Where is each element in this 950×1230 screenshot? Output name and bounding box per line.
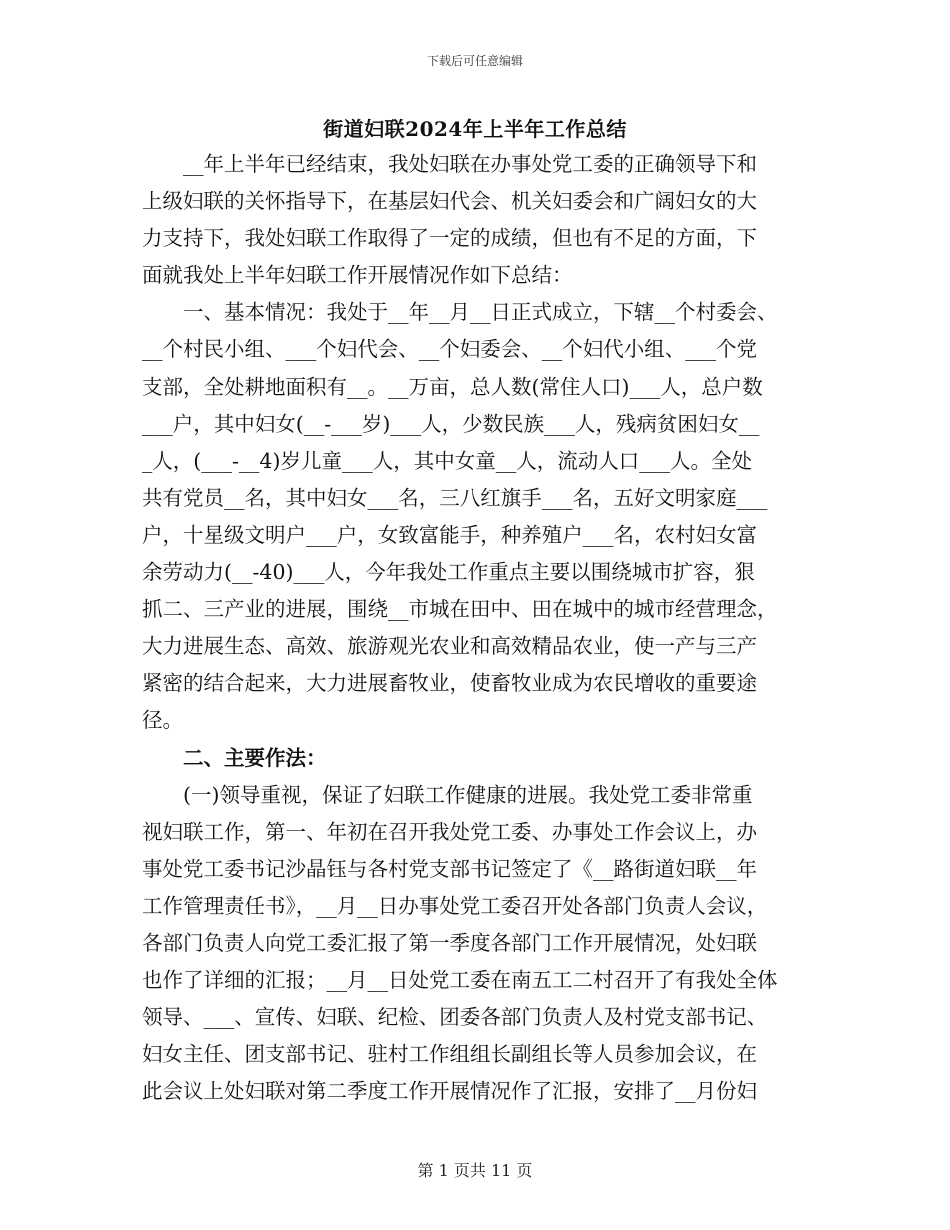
body-text-line: 工作管理责任书》，__月__日办事处党工委召开处各部门负责人会议， xyxy=(142,893,768,918)
body-text-line: 面就我处上半年妇联工作开展情况作如下总结： xyxy=(142,263,573,288)
body-text-line: 领导、___、宣传、妇联、纪检、团委各部门负责人及村党支部书记、 xyxy=(142,1005,768,1030)
body-text-line: 余劳动力(__-40)___人，今年我处工作重点主要以围绕城市扩容，狠 xyxy=(142,560,755,585)
body-text-line: 妇女主任、团支部书记、驻村工作组组长副组长等人员参加会议，在 xyxy=(142,1042,757,1067)
body-text-line: ___户，其中妇女(__-___岁)___人，少数民族___人，残病贫困妇女__ xyxy=(142,411,760,436)
body-text-line: 各部门负责人向党工委汇报了第一季度各部门工作开展情况，处妇联 xyxy=(142,930,757,955)
body-text-line: 支部，全处耕地面积有__。__万亩，总人数(常住人口)___人，总户数 xyxy=(142,374,763,399)
body-text-line: 力支持下，我处妇联工作取得了一定的成绩，但也有不足的方面，下 xyxy=(142,226,757,251)
body-text-line: 上级妇联的关怀指导下，在基层妇代会、机关妇委会和广阔妇女的大 xyxy=(142,189,757,214)
document-title: 街道妇联2024年上半年工作总结 xyxy=(323,117,627,141)
page-footer: 第 1 页共 11 页 xyxy=(417,1161,533,1180)
body-text-line: 一、基本情况：我处于__年__月__日正式成立，下辖__个村委会、 xyxy=(142,300,778,325)
header-note: 下载后可任意编辑 xyxy=(426,54,523,68)
body-text-line: 共有党员__名，其中妇女___名，三八红旗手___名，五好文明家庭___ xyxy=(142,485,768,510)
body-text-line: 径。 xyxy=(142,708,183,733)
body-text-line: 也作了详细的汇报；__月__日处党工委在南五工二村召开了有我处全体 xyxy=(142,968,778,993)
body-text-line: 抓二、三产业的进展，围绕__市城在田中、田在城中的城市经营理念， xyxy=(142,597,778,622)
body-text-line: 视妇联工作，第一、年初在召开我处党工委、办事处工作会议上，办 xyxy=(142,819,757,844)
body-text-line: __年上半年已经结束，我处妇联在办事处党工委的正确领导下和 xyxy=(142,152,757,176)
body-text-line: (一)领导重视，保证了妇联工作健康的进展。我处党工委非常重 xyxy=(142,782,753,807)
body-text-line: _人，(___-__4)岁儿童___人，其中女童__人，流动人口___人。全处 xyxy=(142,448,752,473)
body-text-line: 大力进展生态、高效、旅游观光农业和高效精品农业，使一产与三产 xyxy=(142,634,757,659)
body-text-line: 紧密的结合起来，大力进展畜牧业，使畜牧业成为农民增收的重要途 xyxy=(142,671,757,696)
section-heading-line: 二、主要作法： xyxy=(142,745,327,770)
body-text-line: 户，十星级文明户___户，女致富能手，种养殖户___名，农村妇女富 xyxy=(142,522,757,547)
document-body xyxy=(142,146,810,1110)
body-text-line: 此会议上处妇联对第二季度工作开展情况作了汇报，安排了__月份妇 xyxy=(142,1079,757,1104)
body-text-line: 事处党工委书记沙晶钰与各村党支部书记签定了《__路街道妇联__年 xyxy=(142,856,757,881)
body-text-line: __个村民小组、___个妇代会、__个妇委会、__个妇代小组、___个党 xyxy=(142,337,757,362)
